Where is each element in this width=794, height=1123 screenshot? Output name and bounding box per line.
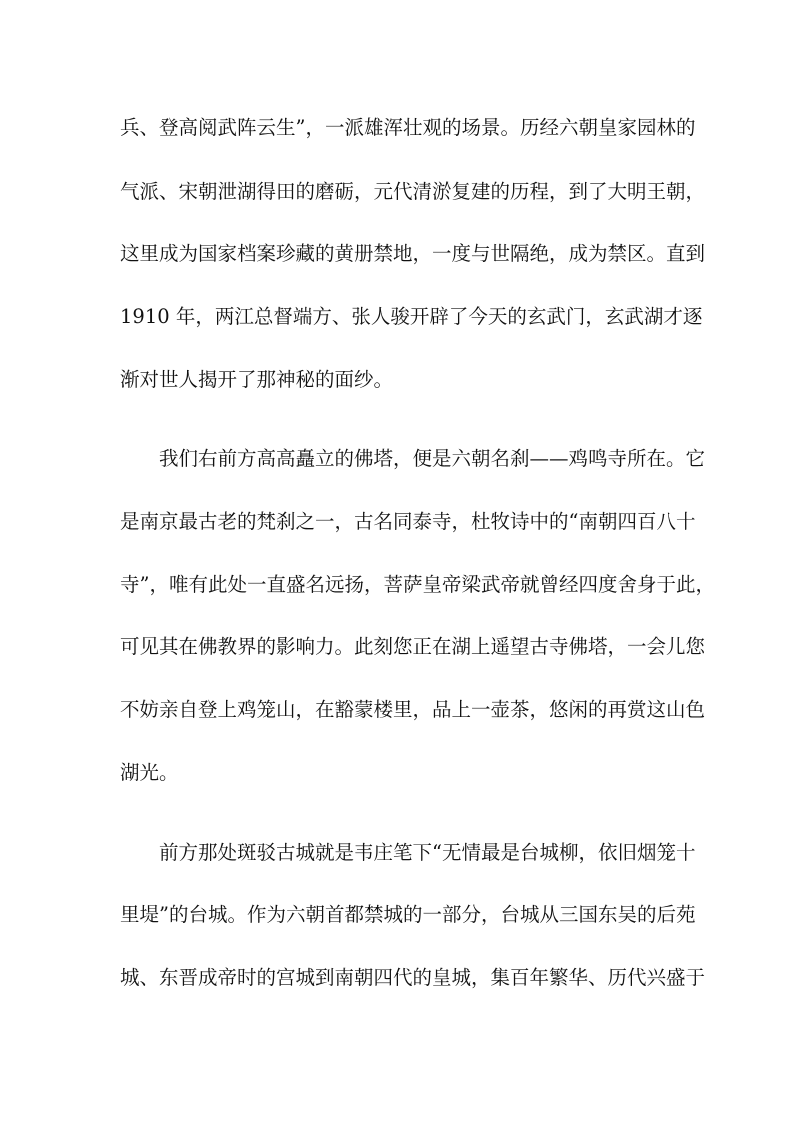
paragraph-2-line-3: 寺”，唯有此处一直盛名远扬，菩萨皇帝梁武帝就曾经四度舍身于此， bbox=[120, 573, 715, 596]
paragraph-3-line-3: 城、东晋成帝时的宫城到南朝四代的皇城，集百年繁华、历代兴盛于 bbox=[120, 966, 706, 989]
paragraph-1-line-4: 1910 年，两江总督端方、张人骏开辟了今天的玄武门，玄武湖才逐 bbox=[120, 305, 703, 328]
paragraph-3-line-1: 前方那处斑驳古城就是韦庄笔下“无情最是台城柳，依旧烟笼十 bbox=[159, 841, 696, 864]
paragraph-2-line-1: 我们右前方高高矗立的佛塔，便是六朝名刹——鸡鸣寺所在。它 bbox=[159, 447, 706, 470]
paragraph-2-line-5: 不妨亲自登上鸡笼山，在豁蒙楼里，品上一壶茶，悠闲的再赏这山色 bbox=[120, 698, 706, 721]
paragraph-2-line-2: 是南京最古老的梵刹之一，古名同泰寺，杜牧诗中的“南朝四百八十 bbox=[120, 510, 696, 533]
paragraph-1-line-2: 气派、宋朝泄湖得田的磨砺，元代清淤复建的历程，到了大明王朝， bbox=[120, 180, 706, 203]
paragraph-1-line-5: 渐对世人揭开了那神秘的面纱。 bbox=[120, 368, 394, 391]
paragraph-2-line-6: 湖光。 bbox=[120, 761, 179, 784]
paragraph-3-line-2: 里堤”的台城。作为六朝首都禁城的一部分，台城从三国东吴的后苑 bbox=[120, 903, 696, 926]
paragraph-1-line-1: 兵、登高阅武阵云生”，一派雄浑壮观的场景。历经六朝皇家园林的 bbox=[120, 116, 696, 139]
paragraph-2-line-4: 可见其在佛教界的影响力。此刻您正在湖上遥望古寺佛塔，一会儿您 bbox=[120, 635, 706, 658]
paragraph-1-line-3: 这里成为国家档案珍藏的黄册禁地，一度与世隔绝，成为禁区。直到 bbox=[120, 242, 706, 265]
